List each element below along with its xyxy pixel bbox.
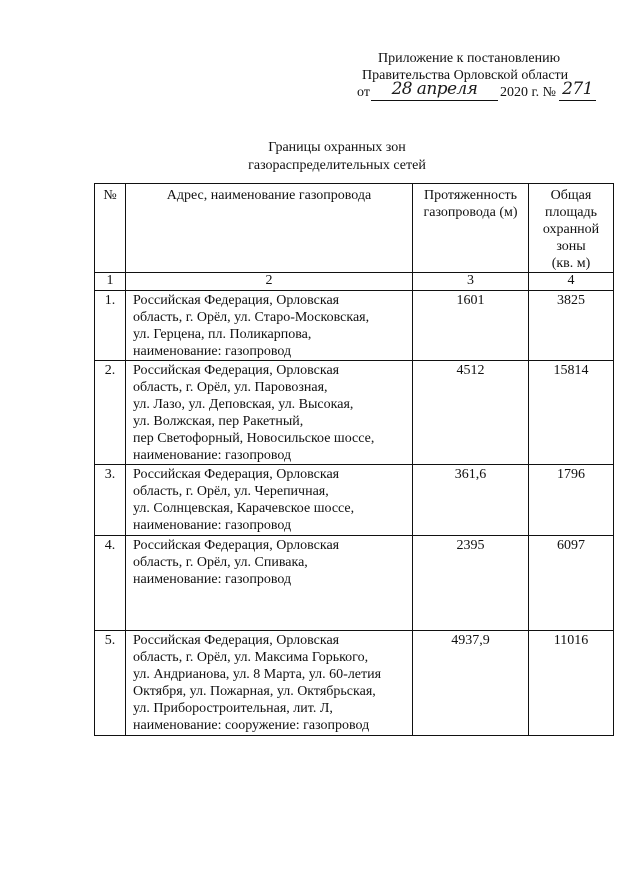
address-line: область, г. Орёл, ул. Максима Горького, [133,650,369,665]
handwritten-date: 28 апреля [391,79,478,99]
header-area-line: (кв. м) [551,256,591,271]
document-title-line-2: газораспределительных сетей [248,157,426,173]
address-line: ул. Солнцевская, Карачевское шоссе, [133,501,355,516]
address-line: Октября, ул. Пожарная, ул. Октябрьская, [133,684,376,699]
address-line: Российская Федерация, Орловская [133,467,340,482]
row-address [126,291,413,361]
header-area-line: охранной [542,222,600,237]
header-address-text: Адрес, наименование газопровода [166,188,372,203]
table-row [95,291,614,361]
protection-zones-table [94,183,614,736]
date-prefix: от [357,85,370,100]
address-line: наименование: газопровод [133,572,292,587]
address-line: ул. Андрианова, ул. 8 Марта, ул. 60-летия [133,667,382,682]
address-line: область, г. Орёл, ул. Спивака, [133,555,308,570]
table-row [95,361,614,465]
protection-zone-area: 1796 [529,465,614,536]
table-row [95,631,614,736]
protection-zone-area: 11016 [529,631,614,736]
row-address [126,361,413,465]
address-line: ул. Приборостроительная, лит. Л, [133,701,333,716]
address-line: область, г. Орёл, ул. Старо-Московская, [133,310,370,325]
address-line: ул. Волжская, пер Ракетный, [133,414,304,429]
address-line: Российская Федерация, Орловская [133,538,340,553]
column-number: 3 [413,273,529,291]
table-row [95,536,614,631]
row-number: 3. [95,465,126,536]
header-area-line: площадь [545,205,597,220]
address-line: ул. Лазо, ул. Деповская, ул. Высокая, [133,397,354,412]
appendix-header-line-2: Правительства Орловской области [362,68,569,83]
address-line: Российская Федерация, Орловская [133,363,340,378]
column-number: 2 [126,273,413,291]
pipeline-length: 1601 [413,291,529,361]
header-area-line: зоны [556,239,586,254]
address-line: область, г. Орёл, ул. Черепичная, [133,484,329,499]
number-underline-field [559,79,596,101]
address-line: наименование: сооружение: газопровод [133,718,370,733]
date-underline-field [371,79,498,101]
address-line: область, г. Орёл, ул. Паровозная, [133,380,328,395]
header-address [126,184,413,273]
header-number-text: № [103,188,117,203]
column-number: 1 [95,273,126,291]
handwritten-resolution-number: 271 [562,79,593,99]
row-number: 2. [95,361,126,465]
header-area-line: Общая [550,188,592,203]
appendix-date-line [357,79,596,101]
address-line: Российская Федерация, Орловская [133,633,340,648]
protection-zone-area: 3825 [529,291,614,361]
column-number-row [95,273,614,291]
table-row [95,465,614,536]
row-address [126,536,413,631]
address-line: наименование: газопровод [133,448,292,463]
header-length-line: газопровода (м) [423,205,518,220]
pipeline-length: 4512 [413,361,529,465]
row-number: 5. [95,631,126,736]
address-line: пер Светофорный, Новосильское шоссе, [133,431,375,446]
header-length-line: Протяженность [423,188,518,203]
document-title-line-1: Границы охранных зон [268,140,406,155]
pipeline-length: 2395 [413,536,529,631]
protection-zone-area: 6097 [529,536,614,631]
row-address [126,465,413,536]
table-header-row [95,184,614,273]
address-line: наименование: газопровод [133,344,292,359]
row-number: 1. [95,291,126,361]
pipeline-length: 361,6 [413,465,529,536]
header-area [529,184,614,273]
header-number [95,184,126,273]
address-line: Российская Федерация, Орловская [133,293,340,308]
column-number: 4 [529,273,614,291]
pipeline-length: 4937,9 [413,631,529,736]
row-number: 4. [95,536,126,631]
appendix-header-line-1: Приложение к постановлению [378,51,561,66]
address-line: ул. Герцена, пл. Поликарпова, [133,327,312,342]
address-line: наименование: газопровод [133,518,292,533]
year-and-number-label: 2020 г. № [499,85,556,100]
document-title [207,139,467,174]
protection-zone-area: 15814 [529,361,614,465]
row-address [126,631,413,736]
header-length [413,184,529,273]
